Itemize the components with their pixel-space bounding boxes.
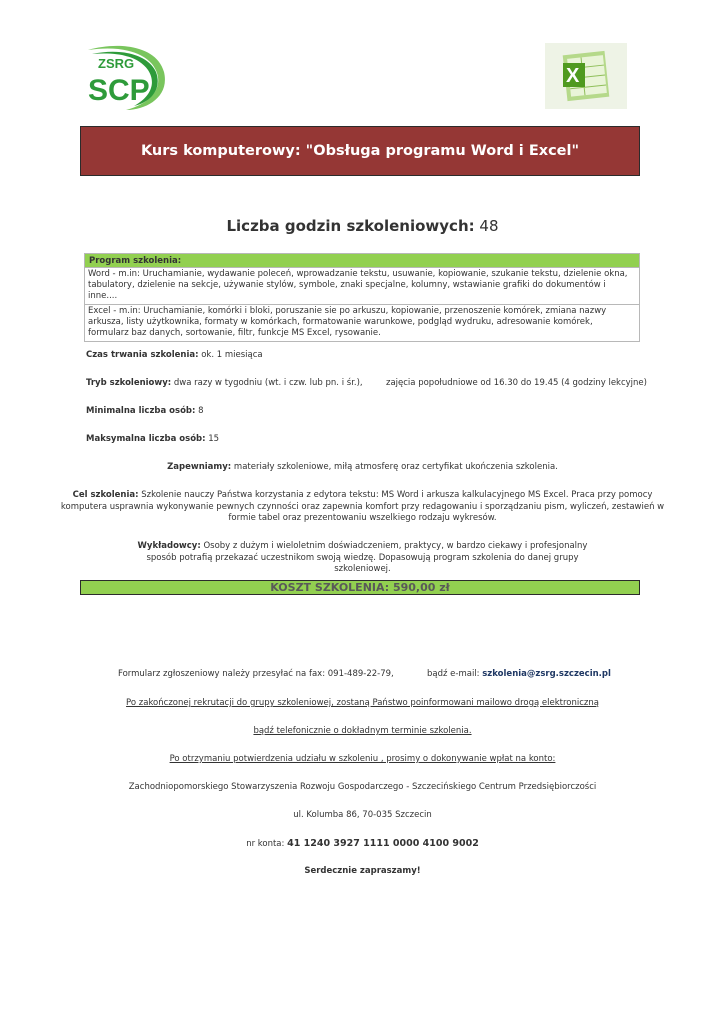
program-row-excel: Excel - m.in: Uruchamianie, komórki i bloki, poruszanie sie po arkuszu, kopiowanie, przenoszenie komórek, zmiana nazwy arkusza, listy użytkownika, formaty w komórkach, formatowanie warunkowe, podgląd wydruku, adresowanie komórek, formularz baz danych, sortowanie, filtr, funkcje MS Excel, rysowanie. bbox=[85, 304, 639, 341]
logo-main-text: SCP bbox=[88, 74, 150, 107]
cost-banner: KOSZT SZKOLENIA: 590,00 zł bbox=[80, 580, 640, 595]
recruitment-info-line1: Po zakończonej rekrutacji do grupy szkoleniowej, zostaną Państwo poinformowani mailowo drogą elektroniczną bbox=[126, 698, 599, 708]
program-row-word: Word - m.in: Uruchamianie, wydawanie poleceń, wprowadzanie tekstu, usuwanie, kopiowanie, szukanie tekstu, dzielenie okna, tabulatory, dzielenie na sekcje, używanie stylów, symbole, znaki specjalne, kolumny, wstawianie grafiki do dokumentów i inne.... bbox=[85, 267, 639, 304]
recruitment-info-line2: bądź telefonicznie o dokładnym terminie szkolenia. bbox=[253, 726, 472, 736]
account-line bbox=[60, 838, 665, 851]
duration-line bbox=[86, 350, 263, 360]
zsrg-scp-logo bbox=[86, 42, 170, 112]
provide-label: Zapewniamy: bbox=[167, 462, 232, 472]
goal-value: Szkolenie nauczy Państwa korzystania z edytora tekstu: MS Word i arkusza kalkulacyjnego MS Excel. Praca przy pomocy komputera usprawnia wykonywanie pewnych czynności oraz zapewnia komfort przy redagowaniu i sporządzaniu pism, wyliczeń, zestawień w formie tabel oraz prezentowaniu wszelkiego rodzaju wykresów. bbox=[60, 490, 665, 523]
mode-value: dwa razy w tygodniu (wt. i czw. lub pn. i śr.), bbox=[173, 378, 363, 388]
program-table bbox=[84, 253, 640, 342]
training-hours-label: Liczba godzin szkoleniowych: bbox=[226, 217, 475, 235]
duration-value: ok. 1 miesiąca bbox=[201, 350, 263, 360]
min-people-line bbox=[86, 406, 204, 416]
max-people-line bbox=[86, 434, 219, 444]
lecturers-paragraph bbox=[135, 541, 590, 576]
mode-hours: zajęcia popołudniowe od 16.30 do 19.45 (4 godziny lekcyjne) bbox=[386, 378, 647, 388]
email-label: bądź e-mail: bbox=[427, 669, 480, 679]
goal-paragraph bbox=[60, 490, 665, 525]
excel-icon bbox=[545, 43, 627, 109]
payment-info-line: Po otrzymaniu potwierdzenia udziału w szkoleniu , prosimy o dokonywanie wpłat na konto: bbox=[169, 754, 556, 764]
lecturers-value: Osoby z dużym i wieloletnim doświadczeniem, praktycy, w bardzo ciekawy i profesjonalny sposób potrafią przekazać uczestnikom swoją wiedzę. Dopasowują program szkolenia do danej grupy szkoleniowej. bbox=[146, 541, 588, 574]
organization-name: Zachodniopomorskiego Stowarzyszenia Rozwoju Gospodarczego - Szczecińskiego Centrum Przedsiębiorczości bbox=[128, 782, 597, 792]
min-people-label: Minimalna liczba osób: bbox=[86, 406, 196, 416]
training-hours-value: 48 bbox=[479, 217, 499, 235]
course-title: Kurs komputerowy: "Obsługa programu Word i Excel" bbox=[140, 143, 580, 159]
duration-label: Czas trwania szkolenia: bbox=[86, 350, 199, 360]
goal-label: Cel szkolenia: bbox=[72, 490, 139, 500]
course-title-banner bbox=[80, 126, 640, 176]
provide-value: materiały szkoleniowe, miłą atmosferę oraz certyfikat ukończenia szkolenia. bbox=[233, 462, 558, 472]
max-people-value: 15 bbox=[208, 434, 220, 444]
program-heading: Program szkolenia: bbox=[85, 254, 639, 267]
mode-line bbox=[86, 378, 363, 388]
logo-top-text: ZSRG bbox=[98, 56, 135, 71]
closing-line: Serdecznie zapraszamy! bbox=[304, 866, 421, 876]
fax-line: Formularz zgłoszeniowy należy przesyłać na fax: 091-489-22-79, bbox=[118, 669, 394, 679]
organization-address: ul. Kolumba 86, 70-035 Szczecin bbox=[293, 810, 432, 820]
excel-letter: X bbox=[566, 65, 580, 87]
provide-line bbox=[60, 462, 665, 474]
min-people-value: 8 bbox=[198, 406, 204, 416]
email-link[interactable]: szkolenia@zsrg.szczecin.pl bbox=[482, 669, 611, 679]
lecturers-label: Wykładowcy: bbox=[137, 541, 201, 551]
mode-label: Tryb szkoleniowy: bbox=[86, 378, 172, 388]
account-label: nr konta: bbox=[246, 839, 285, 849]
training-hours bbox=[0, 217, 725, 235]
max-people-label: Maksymalna liczba osób: bbox=[86, 434, 206, 444]
email-line bbox=[427, 669, 611, 679]
account-number: 41 1240 3927 1111 0000 4100 9002 bbox=[287, 838, 479, 849]
